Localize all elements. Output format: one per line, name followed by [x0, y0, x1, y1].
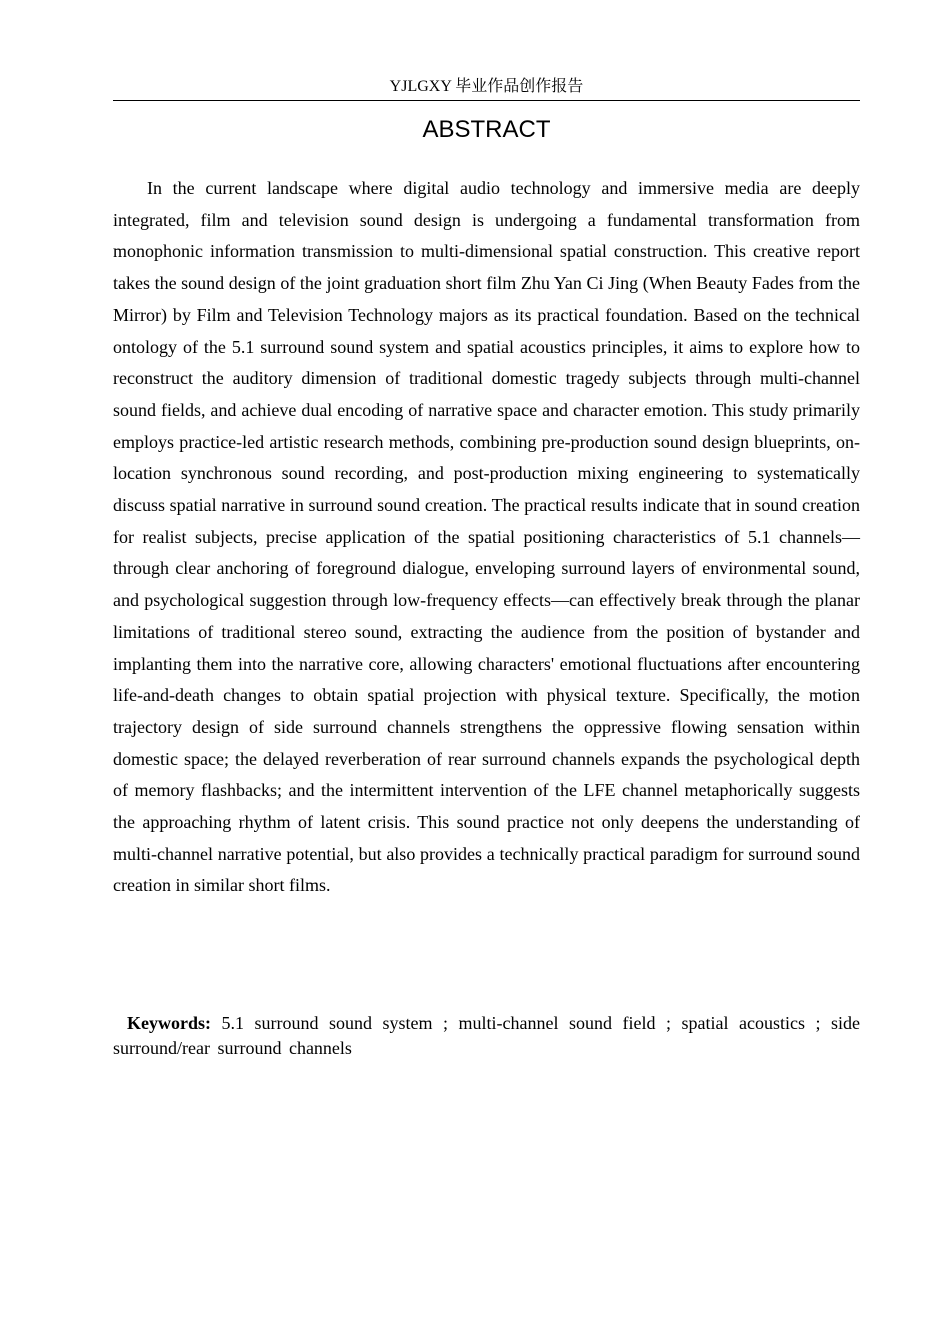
keywords-line [113, 1011, 860, 1061]
keywords-text: 5.1 surround sound system ; multi-channel sound field ; spatial acoustics ; side surround/rear surround channels [113, 1013, 861, 1058]
header-divider [113, 100, 860, 101]
running-header: YJLGXY 毕业作品创作报告 [389, 78, 584, 95]
abstract-heading: ABSTRACT [422, 116, 551, 143]
abstract-paragraph: In the current landscape where digital audio technology and immersive media are deeply integrated, film and television sound design is undergoing a fundamental transformation from monophonic information transmission to multi-dimensional spatial construction. This creative report takes the sound design of the joint graduation short film Zhu Yan Ci Jing (When Beauty Fades from the Mirror) by Film and Television Technology majors as its practical foundation. Based on the technical ontology of the 5.1 surround sound system and spatial acoustics principles, it aims to explore how to reconstruct the auditory dimension of traditional domestic tragedy subjects through multi-channel sound fields, and achieve dual encoding of narrative space and character emotion. This study primarily employs practice-led artistic research methods, combining pre-production sound design blueprints, on-location synchronous sound recording, and post-production mixing engineering to systematically discuss spatial narrative in surround sound creation. The practical results indicate that in sound creation for realist subjects, precise application of the spatial positioning characteristics of 5.1 channels—through clear anchoring of foreground dialogue, enveloping surround layers of environmental sound, and psychological suggestion through low-frequency effects—can effectively break through the planar limitations of traditional stereo sound, extracting the audience from the position of bystander and implanting them into the narrative core, allowing characters' emotional fluctuations after encountering life-and-death changes to obtain spatial projection with physical texture. Specifically, the motion trajectory design of side surround channels strengthens the oppressive flowing sensation within domestic space; the delayed reverberation of rear surround channels expands the psychological depth of memory flashbacks; and the intermittent intervention of the LFE channel metaphorically suggests the approaching rhythm of latent crisis. This sound practice not only deepens the understanding of multi-channel narrative potential, but also provides a technically practical paradigm for surround sound creation in similar short films. [113, 178, 860, 896]
keywords-label: Keywords: [127, 1013, 211, 1033]
